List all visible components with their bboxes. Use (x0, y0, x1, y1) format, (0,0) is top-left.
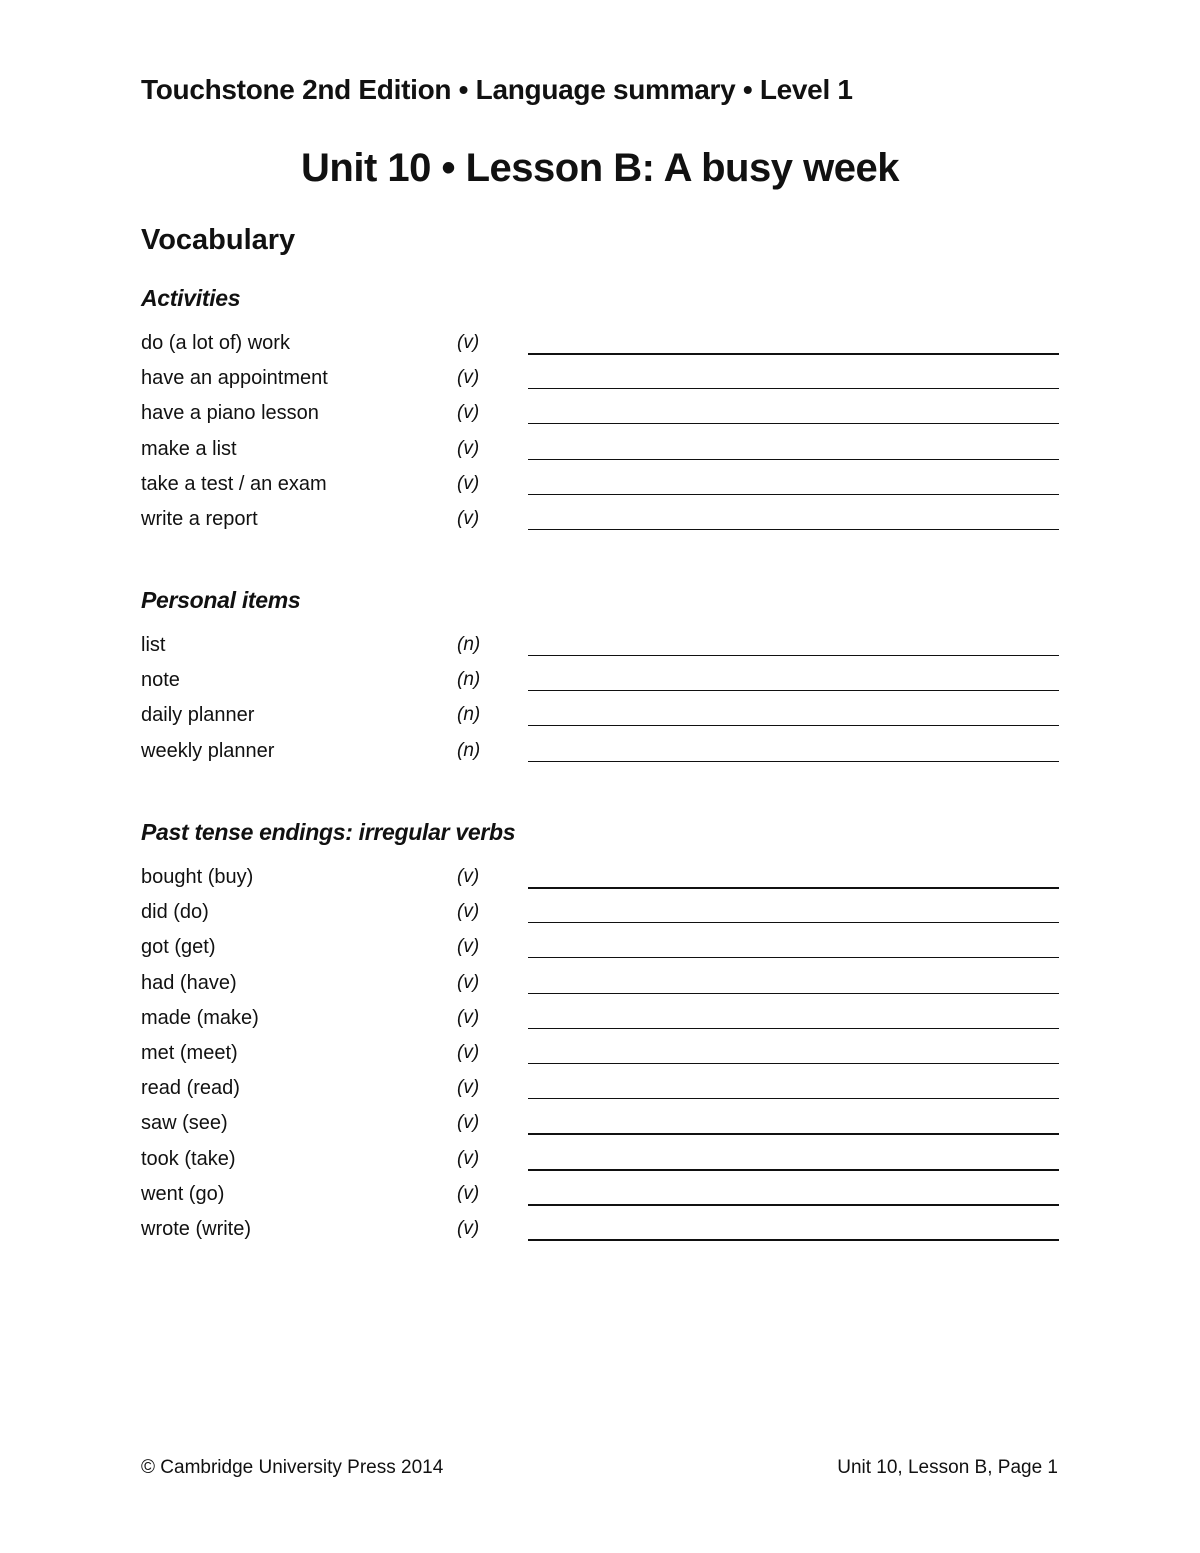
answer-line[interactable] (528, 922, 1059, 923)
answer-line[interactable] (528, 957, 1059, 958)
vocab-term: write a report (141, 507, 258, 530)
vocab-row (141, 863, 1061, 898)
vocab-row (141, 1109, 1061, 1144)
part-of-speech: (v) (457, 367, 480, 389)
vocab-row (141, 1215, 1061, 1250)
part-of-speech: (v) (457, 1217, 480, 1239)
answer-line[interactable] (528, 494, 1059, 495)
vocab-row (141, 329, 1061, 364)
part-of-speech: (v) (457, 1182, 480, 1204)
vocab-row (141, 631, 1061, 666)
vocab-term: bought (buy) (141, 866, 254, 888)
vocab-term: do (a lot of) work (141, 332, 290, 354)
vocab-group-past-tense (141, 815, 1061, 1250)
vocab-group-activities (141, 281, 1061, 540)
vocab-row (141, 1039, 1061, 1074)
vocab-term: did (do) (141, 901, 209, 924)
part-of-speech: (n) (457, 634, 481, 655)
vocab-row (141, 666, 1061, 701)
vocab-term: went (go) (141, 1182, 225, 1205)
vocab-list (141, 329, 1061, 540)
page-reference: Unit 10, Lesson B, Page 1 (837, 1457, 1058, 1478)
vocab-list (141, 863, 1061, 1250)
answer-line[interactable] (528, 1239, 1059, 1241)
part-of-speech: (v) (457, 1147, 480, 1169)
part-of-speech: (v) (457, 507, 480, 529)
answer-line[interactable] (528, 1169, 1059, 1171)
answer-line[interactable] (528, 690, 1059, 691)
vocab-term: have a piano lesson (141, 402, 319, 425)
vocab-row (141, 933, 1061, 968)
part-of-speech: (v) (457, 936, 480, 958)
vocab-term: daily planner (141, 704, 255, 727)
vocab-row (141, 701, 1061, 736)
vocab-group-personal-items (141, 583, 1061, 772)
part-of-speech: (v) (457, 1041, 480, 1063)
vocab-row (141, 435, 1061, 470)
part-of-speech: (v) (457, 472, 480, 494)
vocab-term: note (141, 669, 180, 692)
part-of-speech: (v) (457, 866, 480, 887)
vocab-row (141, 1074, 1061, 1109)
copyright-notice: © Cambridge University Press 2014 (141, 1457, 444, 1478)
part-of-speech: (v) (457, 1006, 480, 1028)
answer-line[interactable] (528, 423, 1059, 424)
part-of-speech: (v) (457, 971, 480, 993)
answer-line[interactable] (528, 993, 1059, 994)
vocab-term: took (take) (141, 1147, 236, 1170)
answer-line[interactable] (528, 1063, 1059, 1064)
series-header: Touchstone 2nd Edition • Language summary • Level 1 (141, 74, 853, 105)
part-of-speech: (v) (457, 1112, 480, 1134)
vocab-term: have an appointment (141, 367, 328, 390)
vocab-row (141, 470, 1061, 505)
part-of-speech: (v) (457, 402, 480, 424)
answer-line[interactable] (528, 725, 1059, 726)
vocab-term: wrote (write) (141, 1217, 252, 1240)
answer-line[interactable] (528, 529, 1059, 530)
part-of-speech: (v) (457, 901, 480, 923)
vocab-term: read (read) (141, 1077, 240, 1100)
group-title: Personal items (141, 587, 301, 613)
vocab-term: met (meet) (141, 1041, 238, 1064)
vocab-row (141, 969, 1061, 1004)
vocab-term: take a test / an exam (141, 472, 327, 495)
answer-line[interactable] (528, 459, 1059, 460)
vocab-row (141, 1145, 1061, 1180)
vocab-row (141, 399, 1061, 434)
part-of-speech: (n) (457, 669, 481, 691)
vocab-row (141, 505, 1061, 540)
group-title: Activities (141, 285, 241, 311)
vocab-row (141, 898, 1061, 933)
answer-line[interactable] (528, 388, 1059, 389)
answer-line[interactable] (528, 887, 1059, 889)
unit-title: Unit 10 • Lesson B: A busy week (301, 146, 899, 190)
vocab-term: saw (see) (141, 1112, 228, 1135)
vocab-list (141, 631, 1061, 772)
answer-line[interactable] (528, 1133, 1059, 1135)
part-of-speech: (n) (457, 739, 481, 761)
vocab-term: make a list (141, 437, 237, 460)
vocab-term: made (make) (141, 1006, 259, 1029)
part-of-speech: (v) (457, 332, 480, 353)
answer-line[interactable] (528, 353, 1059, 355)
vocab-row (141, 1004, 1061, 1039)
vocab-term: weekly planner (141, 739, 275, 762)
answer-line[interactable] (528, 655, 1059, 656)
vocab-term: got (get) (141, 936, 216, 959)
vocab-row (141, 737, 1061, 772)
part-of-speech: (v) (457, 437, 480, 459)
answer-line[interactable] (528, 1204, 1059, 1206)
answer-line[interactable] (528, 1028, 1059, 1029)
part-of-speech: (n) (457, 704, 481, 726)
vocab-row (141, 364, 1061, 399)
group-title: Past tense endings: irregular verbs (141, 819, 516, 845)
section-title: Vocabulary (141, 224, 296, 256)
vocab-term: had (have) (141, 971, 237, 994)
answer-line[interactable] (528, 1098, 1059, 1099)
part-of-speech: (v) (457, 1077, 480, 1099)
vocab-row (141, 1180, 1061, 1215)
answer-line[interactable] (528, 761, 1059, 762)
vocab-term: list (141, 634, 166, 656)
